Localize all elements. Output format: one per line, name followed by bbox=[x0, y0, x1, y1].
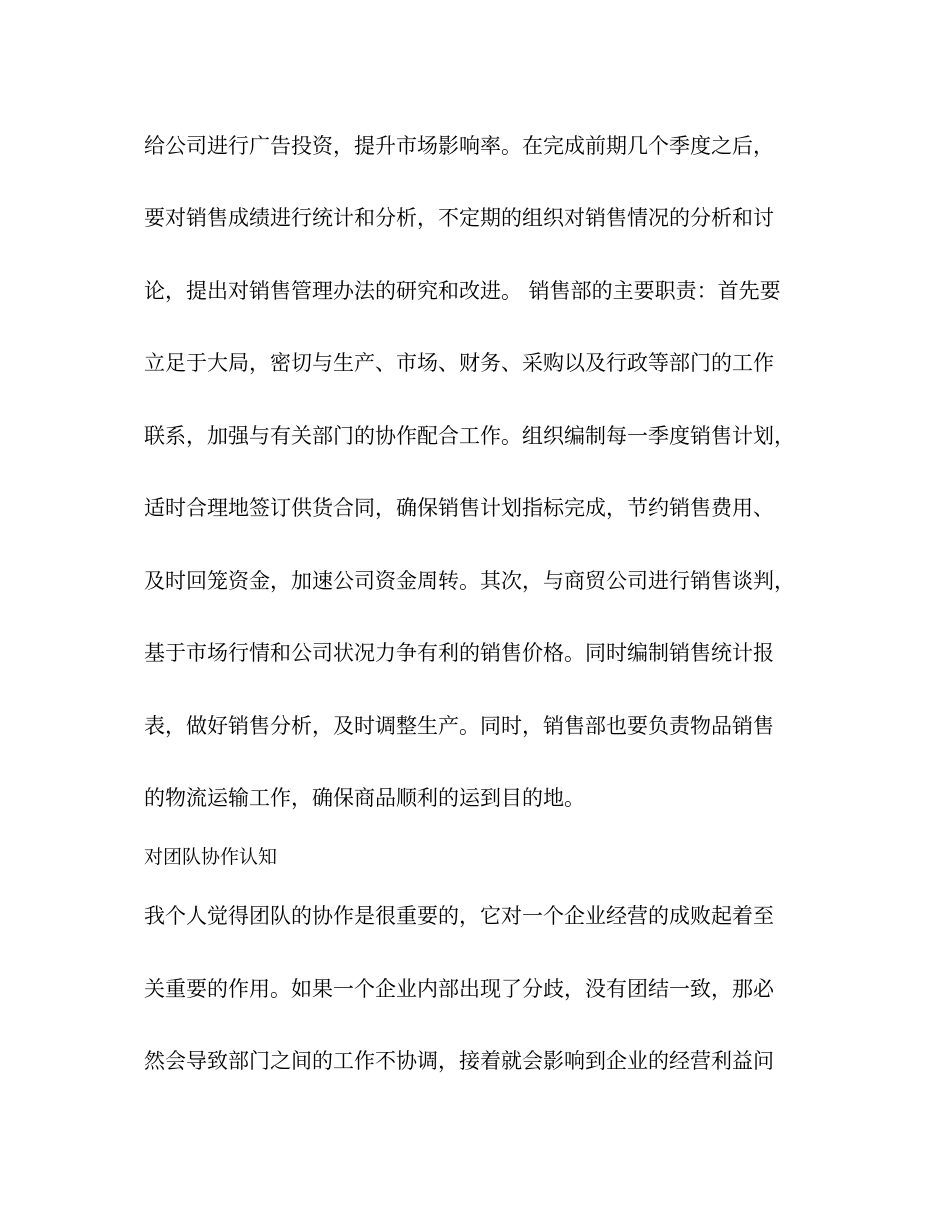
body-text-line: 我个人觉得团队的协作是很重要的，它对一个企业经营的成败起着至 bbox=[144, 904, 774, 928]
body-text-line: 基于市场行情和公司状况力争有利的销售价格。同时编制销售统计报 bbox=[144, 641, 774, 665]
body-text-line: 适时合理地签订供货合同，确保销售计划指标完成，节约销售费用、 bbox=[144, 496, 774, 520]
section-heading: 对团队协作认知 bbox=[144, 846, 278, 868]
body-text-line: 给公司进行广告投资，提升市场影响率。在完成前期几个季度之后， bbox=[144, 134, 774, 158]
body-text-line: 的物流运输工作，确保商品顺利的运到目的地。 bbox=[144, 786, 585, 810]
body-text-line: 表，做好销售分析，及时调整生产。同时，销售部也要负责物品销售 bbox=[144, 714, 774, 738]
body-text-line: 联系，加强与有关部门的协作配合工作。组织编制每一季度销售计划， bbox=[144, 424, 795, 448]
body-text-line: 论，提出对销售管理办法的研究和改进。 销售部的主要职责：首先要 bbox=[144, 279, 781, 303]
body-text-line: 关重要的作用。如果一个企业内部出现了分歧，没有团结一致，那必 bbox=[144, 977, 774, 1001]
body-text-line: 要对销售成绩进行统计和分析，不定期的组织对销售情况的分析和讨 bbox=[144, 206, 774, 230]
body-text-line: 然会导致部门之间的工作不协调，接着就会影响到企业的经营利益问 bbox=[144, 1049, 774, 1073]
body-text-line: 立足于大局，密切与生产、市场、财务、采购以及行政等部门的工作 bbox=[144, 351, 774, 375]
body-text-line: 及时回笼资金，加速公司资金周转。其次，与商贸公司进行销售谈判， bbox=[144, 569, 795, 593]
